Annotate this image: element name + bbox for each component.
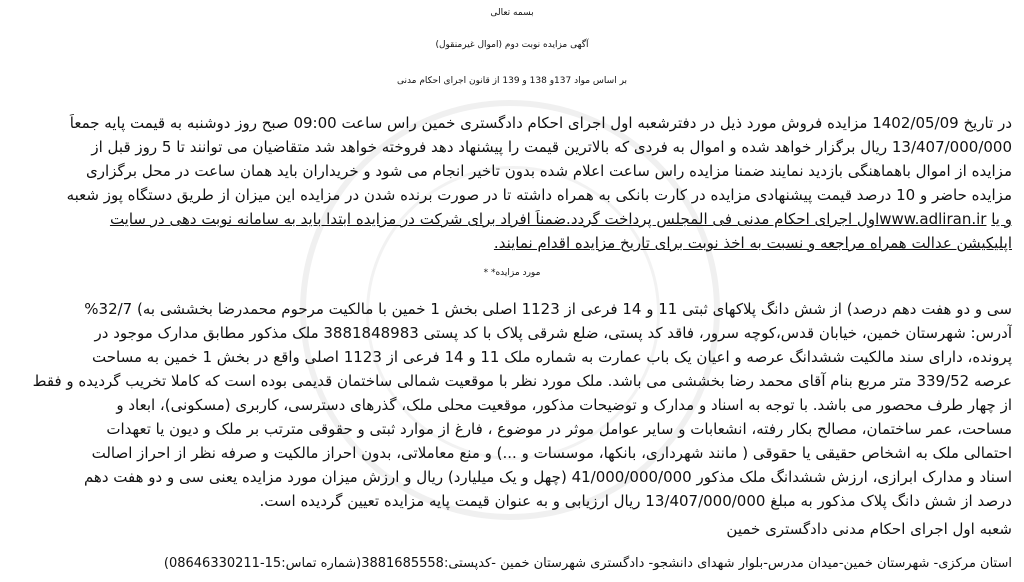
- item-line-8: اسناد و مدارک ابرازی، ارزش ششدانگ ملک مذکور 41/000/000/000 (چهل و یک میلیارد) ریال و ارزش میزان مورد مزایده یعنی سی و دو هفت دهم: [83, 468, 1012, 486]
- intro-line-5-prefix: و یا: [991, 210, 1012, 228]
- intro-line-2: 13/407/000/000 ریال برگزار خواهد شده و اموال به فردی که بالاترین قیمت را پیشنهاد دهد فروخته خواهد شد متقاضیان می توانند تا 5 روز قبل از: [91, 138, 1012, 156]
- signature-line: شعبه اول اجرای احکام مدنی دادگستری خمین: [726, 520, 1012, 538]
- item-line-2: آدرس: شهرستان خمین، خیابان قدس،کوچه سرور، فاقد کد پستی، ضلع شرقی پلاک با کد پستی 3881848983 ملک مذکور مطابق مدارک موجود در: [94, 324, 1012, 342]
- intro-line-1: در تاریخ 1402/05/09 مزایده فروش مورد ذیل در دفترشعبه اول اجرای احکام دادگستری خمین راس ساعت 09:00 صبح روز دوشنبه به قیمت پایه جمعاً: [69, 114, 1012, 132]
- item-line-6: مساحت، عمر ساختمان، مصالح بکار رفته، انشعابات و سایر عوامل موثر در موضوع ، فارغ از موارد ثبتی و حقوقی مترتب بر ملک و دیون یا تعهدات: [106, 420, 1012, 438]
- footer-address: استان مرکزی- شهرستان خمین-میدان مدرس-بلوار شهدای دانشجو- دادگستری شهرستان خمین -کدپستی:3881685558(شماره تماس:15-08646330211): [163, 556, 1012, 571]
- adliran-link[interactable]: www.adliran.ir: [879, 210, 987, 228]
- intro-line-3: مزایده از اموال باهماهنگی بازدید نمایند ضمنا مزایده راس ساعت اعلام شده بدون تاخیر انجام می شود و خریداران باید همان ساعت در محل برگزاری: [86, 162, 1012, 180]
- notice-title: آگهی مزایده نوبت دوم (اموال غیرمنقول): [435, 40, 589, 50]
- item-line-5: از چهار طرف محصور می باشد. با توجه به اسناد و مدارک و توضیحات مذکور، موقعیت محلی ملک، گذرهای دسترسی، کاربری (مسکونی)، ابعاد و: [116, 396, 1012, 414]
- item-heading: مورد مزایده* *: [483, 268, 541, 278]
- intro-line-6: اپلیکیشن عدالت همراه مراجعه و نسبت به اخذ نوبت برای تاریخ مزایده اقدام نمایند.: [493, 234, 1012, 252]
- item-line-4: عرصه 339/52 متر مربع بنام آقای محمد رضا بخششی می باشد. ملک مورد نظر با موقعیت شمالی ساختمان قدیمی بوده است که کاملا تخریب گردیده و فقط: [32, 372, 1012, 390]
- legal-basis: بر اساس مواد 137و 138 و 139 از قانون اجرای احکام مدنی: [396, 76, 628, 86]
- item-line-3: پرونده، دارای سند مالکیت ششدانگ عرصه و اعیان یک باب عمارت به شماره ملک 11 و 14 فرعی از 1123 اصلی واقع در بخش 1 خمین به مساحت: [92, 348, 1012, 366]
- intro-line-5: [12, 210, 1012, 228]
- intro-line-4: مزایده حاضر و 10 درصد قیمت پیشنهادی مزایده در کارت بانکی به همراه داشته تا در صورت برنده شدن در مزایده این میزان از طریق دستگاه پوز شعبه: [66, 186, 1012, 204]
- bismillah: بسمه تعالی: [490, 8, 534, 18]
- item-line-7: احتمالی ملک به اشخاص حقیقی یا حقوقی ( مانند شهرداری، بانکها، موسسات و ...) و منع معاملاتی، بدون احراز مالکیت و صرفه نظر از احراز اصالت: [91, 444, 1012, 462]
- item-line-9: درصد از شش دانگ پلاک مذکور به مبلغ 13/407/000/000 ریال ارزیابی و به عنوان قیمت پایه مزایده تعیین گردیده است.: [259, 492, 1012, 510]
- item-line-1: سی و دو هفت دهم درصد) از شش دانگ پلاکهای ثبتی 11 و 14 فرعی از 1123 اصلی بخش 1 خمین با مالکیت مرحوم محمدرضا بخششی به) 32/7%: [84, 300, 1012, 318]
- intro-line-5-suffix: اول اجرای احکام مدنی فی المجلس پرداخت گردد.ضمناً افراد برای شرکت در مزایده ابتدا باید به سامانه نوبت دهی در سایت: [109, 210, 880, 228]
